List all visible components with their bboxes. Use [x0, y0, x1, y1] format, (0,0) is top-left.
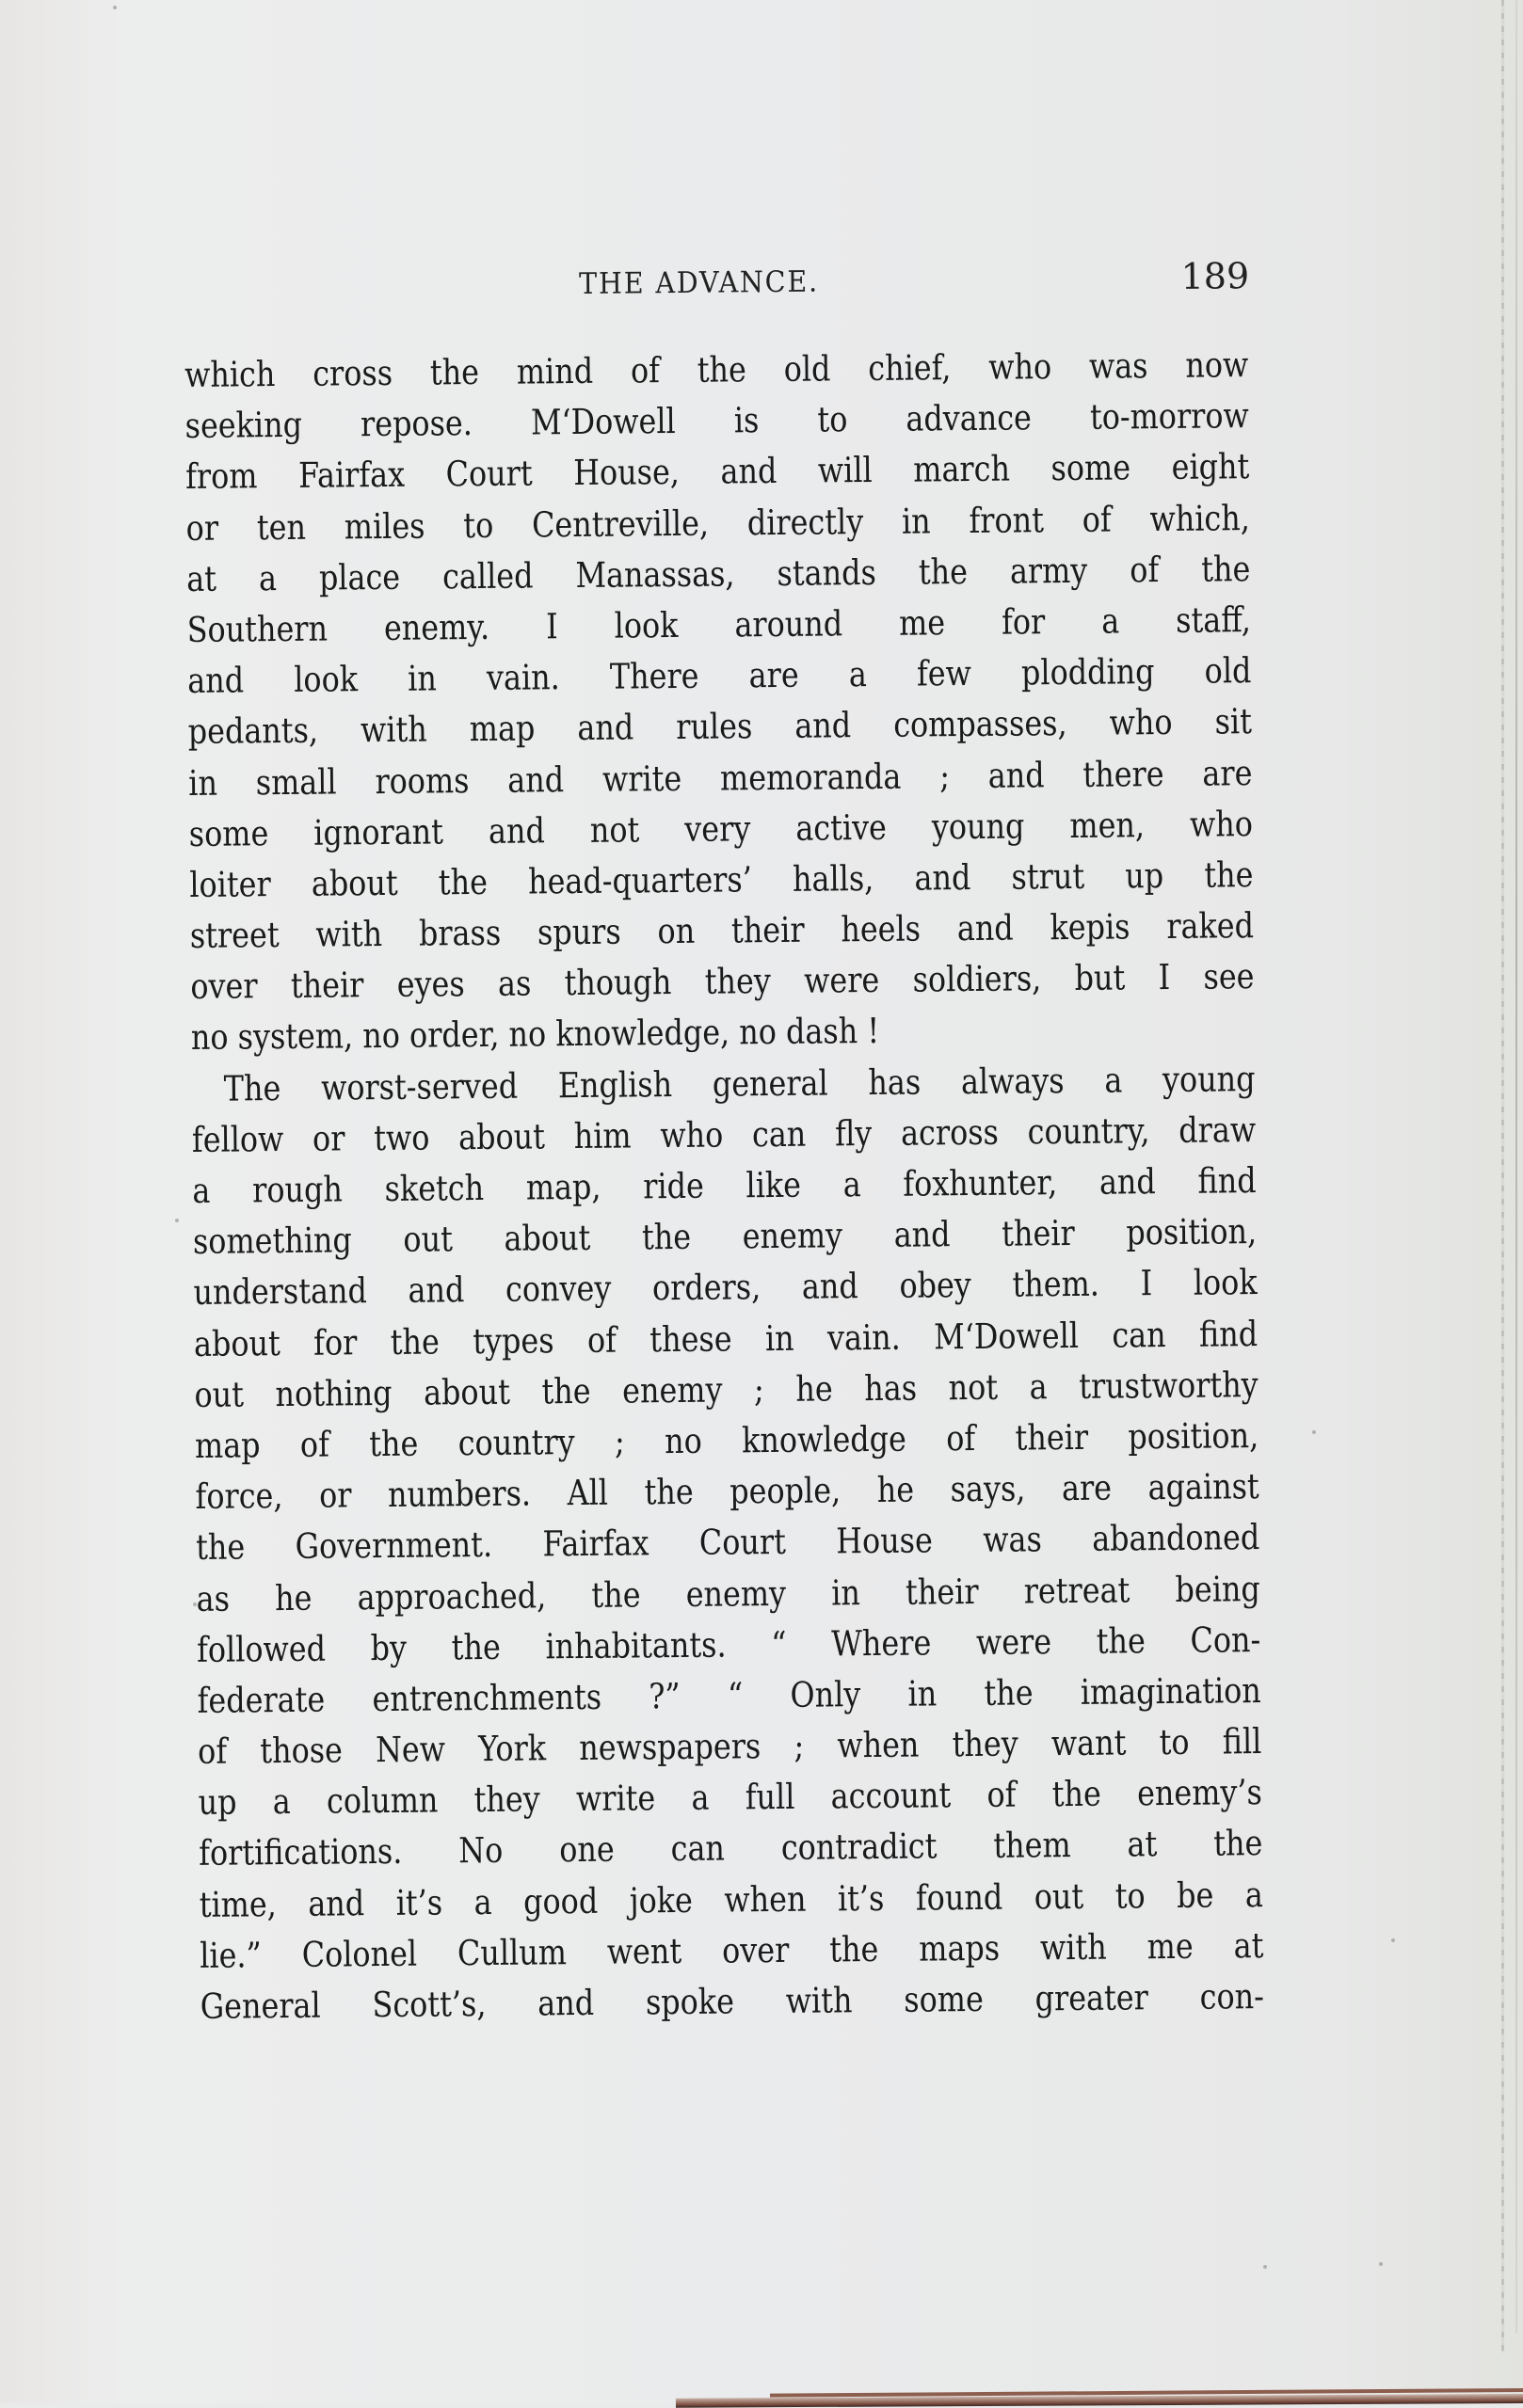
- text-line: Southern enemy. I look around me for a staff,: [186, 599, 1252, 650]
- text-line: or ten miles to Centreville, directly in front of which,: [185, 497, 1251, 549]
- book-cover-edge: [0, 2384, 1523, 2403]
- paper-speck: [1312, 1430, 1316, 1434]
- text-line: and look in vain. There are a few plodding old: [187, 650, 1252, 702]
- text-line: which cross the mind of the old chief, who was now: [184, 344, 1249, 395]
- running-title: THE ADVANCE.: [579, 264, 820, 301]
- text-line: fellow or two about him who can fly across country, draw: [191, 1108, 1257, 1160]
- text-line: force, or numbers. All the people, he says, are against: [195, 1466, 1259, 1518]
- text-line: from Fairfax Court House, and will march some eight: [184, 446, 1250, 498]
- text-line: time, and it’s a good joke when it’s found out to be a: [199, 1874, 1264, 1925]
- text-line: about for the types of these in vain. M‘Dowell can find: [193, 1313, 1258, 1364]
- text-line: loiter about the head-quarters’ halls, and strut up the: [189, 853, 1254, 905]
- text-line: street with brass spurs on their heels and kepis raked: [189, 905, 1255, 957]
- paragraph: [184, 340, 1255, 1063]
- text-line: at a place called Manassas, stands the army of the: [185, 548, 1251, 599]
- text-line: some ignorant and not very active young men, who: [188, 803, 1254, 854]
- text-line: as he approached, the enemy in their retreat being: [196, 1568, 1260, 1619]
- text-line: over their eyes as though they were soldiers, but I see: [190, 956, 1255, 1008]
- paper-speck: [1379, 2262, 1383, 2266]
- text-line: federate entrenchments ?” “ Only in the imagination: [197, 1669, 1261, 1721]
- running-head: [184, 255, 1248, 322]
- text-line: fortifications. No one can contradict them at the: [198, 1823, 1263, 1874]
- text-line: followed by the inhabitants. “ Where were the Con-: [196, 1619, 1261, 1670]
- text-line: up a column they write a full account of the enemy’s: [198, 1772, 1263, 1824]
- book-binding-edge: [1515, 0, 1517, 2334]
- page-edge-shadow: [1501, 0, 1504, 2352]
- page-text-block: [184, 255, 1264, 2033]
- text-line: pedants, with map and rules and compasses, who sit: [187, 701, 1253, 753]
- text-line: understand and convey orders, and obey them. I look: [193, 1262, 1258, 1314]
- text-line: General Scott’s, and spoke with some greater con-: [200, 1976, 1265, 2027]
- text-line: no system, no order, no knowledge, no dash !: [190, 1011, 880, 1059]
- text-line: The worst-served English general has always a young: [223, 1058, 1256, 1109]
- text-line: of those New York newspapers ; when they want to fill: [197, 1721, 1262, 1772]
- text-line: something out about the enemy and their position,: [192, 1211, 1258, 1263]
- body-text: [184, 340, 1264, 2033]
- paper-speck: [175, 1219, 179, 1222]
- text-line: map of the country ; no knowledge of their position,: [194, 1415, 1259, 1466]
- text-line: a rough sketch map, ride like a foxhunter, and find: [192, 1160, 1257, 1211]
- paper-speck: [113, 6, 117, 9]
- paper-speck: [1391, 1938, 1395, 1942]
- paragraph: [191, 1054, 1264, 2033]
- page-number: 189: [1180, 255, 1250, 297]
- text-line: the Government. Fairfax Court House was abandoned: [195, 1517, 1260, 1569]
- text-line: in small rooms and write memoranda ; and there are: [188, 752, 1253, 804]
- text-line: out nothing about the enemy ; he has not a trustworthy: [194, 1363, 1258, 1415]
- paper-speck: [1263, 2265, 1267, 2269]
- text-line: seeking repose. M‘Dowell is to advance to-morrow: [184, 395, 1249, 447]
- text-line: lie.” Colonel Cullum went over the maps with me at: [200, 1924, 1264, 1976]
